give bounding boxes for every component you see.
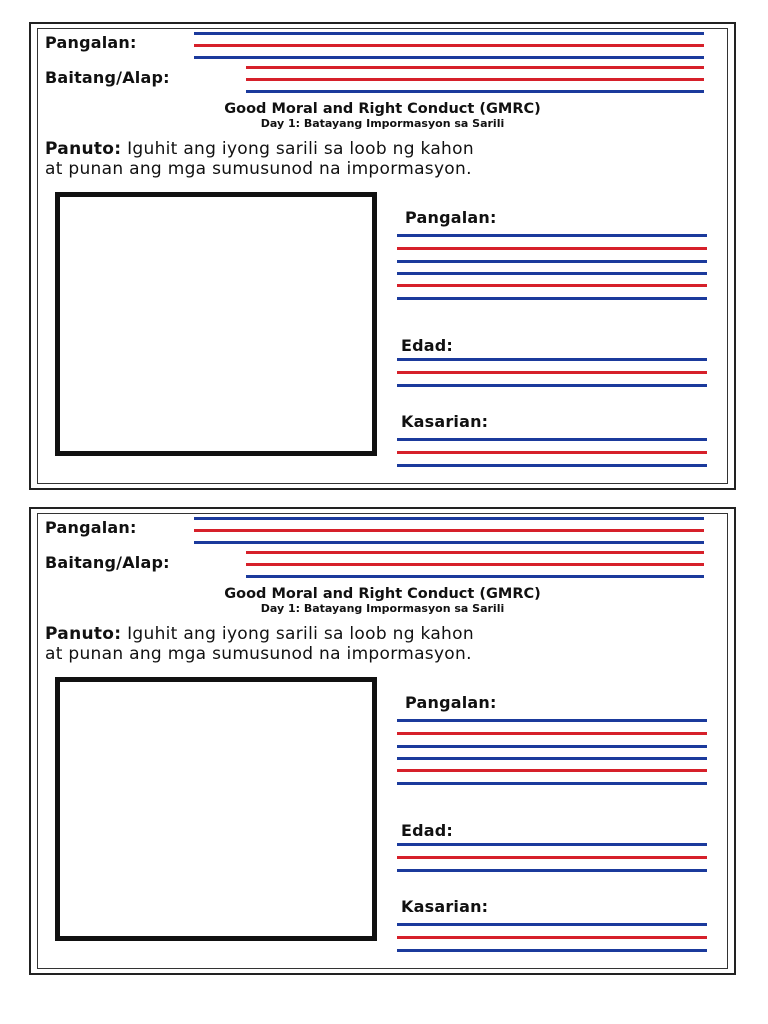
grade-label: Baitang/Alap: <box>45 553 170 572</box>
name-write-lines[interactable] <box>194 32 704 62</box>
instruction-prefix: Panuto: <box>45 624 122 644</box>
field-sex-label: Kasarian: <box>401 897 489 916</box>
name-label: Pangalan: <box>45 518 137 537</box>
field-name-label: Pangalan: <box>405 208 497 227</box>
grade-write-lines[interactable] <box>246 551 704 579</box>
worksheet-subtitle: Day 1: Batayang Impormasyon sa Sarili <box>260 117 505 130</box>
instruction-line-2: at punan ang mga sumusunod na impormasyon. <box>45 159 472 179</box>
field-name-label: Pangalan: <box>405 693 497 712</box>
field-age-label: Edad: <box>401 821 454 840</box>
field-name-write-lines[interactable] <box>397 719 707 789</box>
instruction-line-1 <box>45 624 474 644</box>
self-portrait-box[interactable] <box>55 677 377 941</box>
worksheet-card-1 <box>29 22 736 490</box>
grade-label: Baitang/Alap: <box>45 68 170 87</box>
name-label: Pangalan: <box>45 33 137 52</box>
instruction-text-1: Iguhit ang iyong sarili sa loob ng kahon <box>121 624 474 644</box>
instruction-prefix: Panuto: <box>45 139 122 159</box>
field-sex-write-lines[interactable] <box>397 438 707 468</box>
self-portrait-box[interactable] <box>55 192 377 456</box>
worksheet-card-2 <box>29 507 736 975</box>
grade-write-lines[interactable] <box>246 66 704 94</box>
name-write-lines[interactable] <box>194 517 704 547</box>
field-age-write-lines[interactable] <box>397 843 707 873</box>
field-name-write-lines[interactable] <box>397 234 707 304</box>
worksheet-title: Good Moral and Right Conduct (GMRC) <box>224 101 541 117</box>
instruction-line-1 <box>45 139 474 159</box>
field-sex-label: Kasarian: <box>401 412 489 431</box>
instruction-line-2: at punan ang mga sumusunod na impormasyon. <box>45 644 472 664</box>
field-age-write-lines[interactable] <box>397 358 707 388</box>
field-sex-write-lines[interactable] <box>397 923 707 953</box>
instruction-text-1: Iguhit ang iyong sarili sa loob ng kahon <box>121 139 474 159</box>
worksheet-subtitle: Day 1: Batayang Impormasyon sa Sarili <box>260 602 505 615</box>
worksheet-title: Good Moral and Right Conduct (GMRC) <box>224 586 541 602</box>
field-age-label: Edad: <box>401 336 454 355</box>
